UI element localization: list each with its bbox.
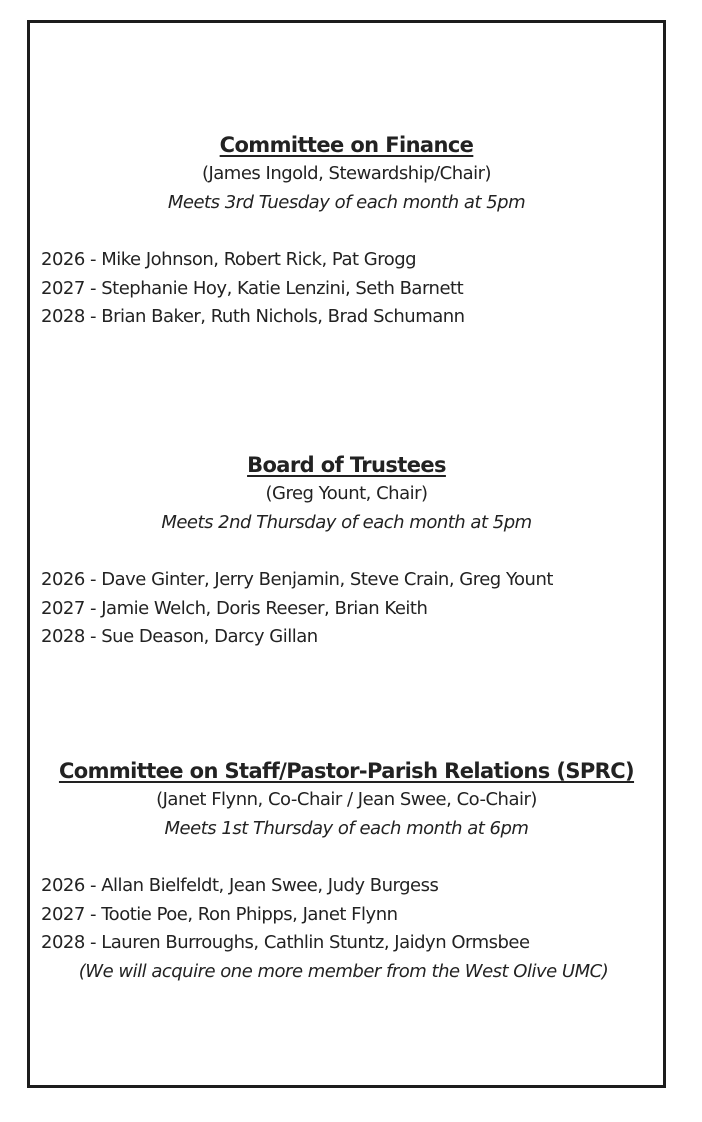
section-title: Committee on Finance bbox=[219, 133, 474, 157]
section-meeting-time: Meets 2nd Thursday of each month at 5pm bbox=[161, 512, 532, 533]
member-line-2028: 2028 - Brian Baker, Ruth Nichols, Brad Schumann bbox=[41, 306, 465, 327]
section-chair: (Greg Yount, Chair) bbox=[265, 483, 428, 504]
section-chair: (James Ingold, Stewardship/Chair) bbox=[201, 163, 492, 184]
section-title: Committee on Staff/Pastor-Parish Relations (SPRC) bbox=[58, 759, 635, 783]
member-line-2027: 2027 - Stephanie Hoy, Katie Lenzini, Seth Barnett bbox=[41, 277, 464, 299]
trustees-section bbox=[30, 451, 663, 652]
member-list bbox=[30, 246, 663, 332]
section-chair: (Janet Flynn, Co-Chair / Jean Swee, Co-Chair) bbox=[156, 789, 537, 810]
member-line-2026: 2026 - Mike Johnson, Robert Rick, Pat Grogg bbox=[41, 249, 417, 270]
section-meeting-time: Meets 1st Thursday of each month at 6pm bbox=[164, 818, 529, 839]
membership-note: (We will acquire one more member from the West Olive UMC) bbox=[78, 960, 609, 982]
section-title: Board of Trustees bbox=[247, 453, 446, 477]
page-frame bbox=[27, 20, 666, 1088]
member-list bbox=[30, 566, 663, 652]
section-meeting-time: Meets 3rd Tuesday of each month at 5pm bbox=[167, 192, 526, 213]
member-list bbox=[30, 872, 663, 958]
sprc-section bbox=[30, 757, 663, 986]
member-line-2026: 2026 - Dave Ginter, Jerry Benjamin, Steve Crain, Greg Yount bbox=[41, 569, 553, 590]
member-line-2027: 2027 - Tootie Poe, Ron Phipps, Janet Flynn bbox=[41, 903, 398, 925]
member-line-2028: 2028 - Sue Deason, Darcy Gillan bbox=[41, 626, 318, 647]
member-line-2027: 2027 - Jamie Welch, Doris Reeser, Brian Keith bbox=[41, 597, 428, 619]
member-line-2028: 2028 - Lauren Burroughs, Cathlin Stuntz, Jaidyn Ormsbee bbox=[41, 932, 530, 953]
finance-committee-section bbox=[30, 131, 663, 332]
member-line-2026: 2026 - Allan Bielfeldt, Jean Swee, Judy Burgess bbox=[41, 875, 439, 896]
